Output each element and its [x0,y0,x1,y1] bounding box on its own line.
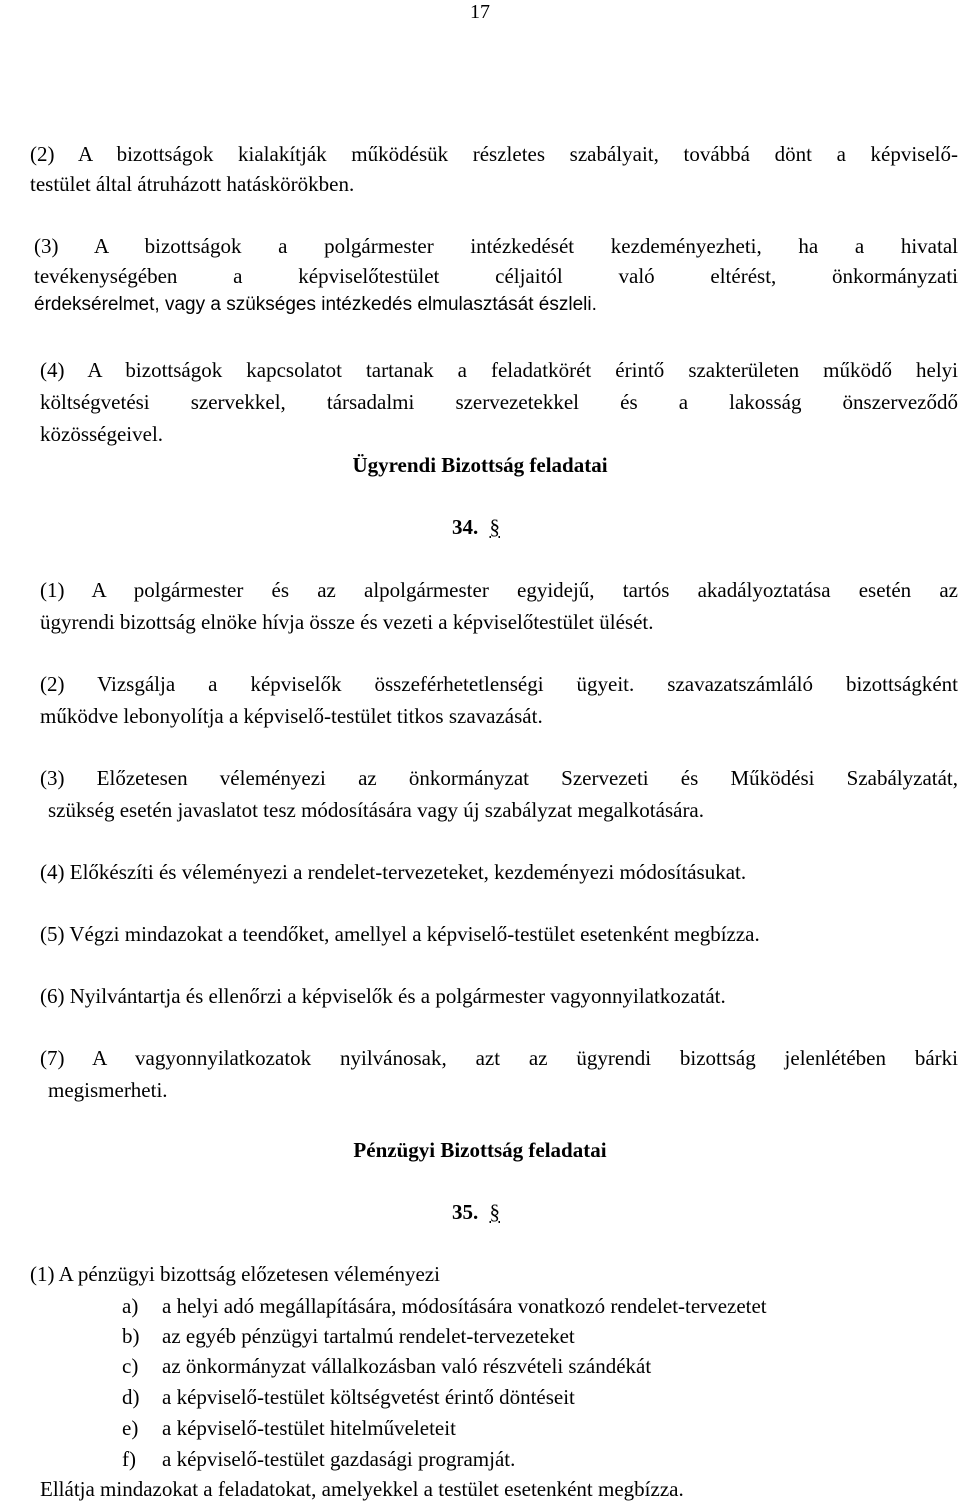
s34-paragraph-4: (4) Előkészíti és véleményezi a rendelet-tervezeteket, kezdeményezi módosításukat. [40,860,747,884]
s34-paragraph-1-line-2: ügyrendi bizottság elnöke hívja össze és vezeti a képviselőtestület ülését. [40,610,654,634]
section-35-number [452,1200,500,1225]
section-35-heading: Pénzügyi Bizottság feladatai [353,1138,607,1162]
paragraph-4-line-1: (4) A bizottságok kapcsolatot tartanak a feladatkörét érintő szakterületen működő helyi [40,358,958,382]
s34-paragraph-5: (5) Végzi mindazokat a teendőket, amellyel a képviselő-testület esetenként megbízza. [40,922,760,946]
paragraph-4-line-2: költségvetési szervekkel, társadalmi szervezetekkel és a lakosság önszerveződő [40,390,958,414]
section-number-text: 34. [452,515,479,539]
s34-paragraph-2-line-2: működve lebonyolítja a képviselő-testület titkos szavazását. [40,704,543,728]
s34-paragraph-7-line-2: megismerheti. [48,1078,168,1102]
list-item-text: a képviselő-testület költségvetést érintő döntéseit [162,1385,575,1409]
s35-list-item-f [122,1447,515,1472]
s34-paragraph-3-line-1: (3) Előzetesen véleményezi az önkormányzat Szervezeti és Működési Szabályzatát, [40,766,958,790]
section-number-text: 35. [452,1200,479,1224]
s34-paragraph-7-line-1: (7) A vagyonnyilatkozatok nyilvánosak, azt az ügyrendi bizottság jelenlétében bárki [40,1046,958,1070]
s35-list-item-d [122,1385,575,1410]
s35-paragraph-1: (1) A pénzügyi bizottság előzetesen véleményezi [30,1262,440,1286]
section-34-number [452,515,500,540]
section-sign-icon: § [489,1200,500,1224]
page-number: 17 [470,1,490,23]
section-34-heading: Ügyrendi Bizottság feladatai [352,453,608,477]
list-item-label: e) [122,1416,139,1440]
s34-paragraph-6: (6) Nyilvántartja és ellenőrzi a képviselők és a polgármester vagyonnyilatkozatát. [40,984,726,1008]
s35-list-item-b [122,1324,575,1349]
list-item-label: f) [122,1447,136,1471]
paragraph-4-line-3: közösségeivel. [40,422,164,446]
list-item-label: b) [122,1324,140,1348]
paragraph-2-line-1: (2) A bizottságok kialakítják működésük részletes szabályait, továbbá dönt a képviselő- [30,142,958,166]
list-item-text: az önkormányzat vállalkozásban való részvételi szándékát [162,1354,652,1378]
s34-paragraph-1-line-1: (1) A polgármester és az alpolgármester egyidejű, tartós akadályoztatása esetén az [40,578,958,602]
s35-list-item-c [122,1354,651,1379]
list-item-text: az egyéb pénzügyi tartalmú rendelet-tervezeteket [162,1324,575,1348]
s34-paragraph-2-line-1: (2) Vizsgálja a képviselők összeférhetetlenségi ügyeit. szavazatszámláló bizottságként [40,672,958,696]
s35-list-item-a [122,1294,767,1319]
paragraph-2-line-2: testület által átruházott hatáskörökben. [30,172,355,196]
paragraph-3-line-3: érdeksérelmet, vagy a szükséges intézkedés elmulasztását észleli. [34,294,597,315]
paragraph-3-line-1: (3) A bizottságok a polgármester intézkedését kezdeményezheti, ha a hivatal [34,234,958,258]
paragraph-3-line-2: tevékenységében a képviselőtestület céljaitól való eltérést, önkormányzati [34,264,958,288]
section-sign-icon: § [489,515,500,539]
list-item-text: a képviselő-testület hitelműveleteit [162,1416,456,1440]
list-item-text: a képviselő-testület gazdasági programját. [162,1447,516,1471]
list-item-label: d) [122,1385,140,1409]
s34-paragraph-3-line-2: szükség esetén javaslatot tesz módosítására vagy új szabályzat megalkotására. [48,798,705,822]
list-item-label: c) [122,1354,139,1378]
list-item-text: a helyi adó megállapítására, módosítására vonatkozó rendelet-tervezetet [162,1294,767,1318]
s35-closing-paragraph: Ellátja mindazokat a feladatokat, amelyekkel a testület esetenként megbízza. [40,1477,684,1501]
s35-list-item-e [122,1416,456,1441]
list-item-label: a) [122,1294,139,1318]
